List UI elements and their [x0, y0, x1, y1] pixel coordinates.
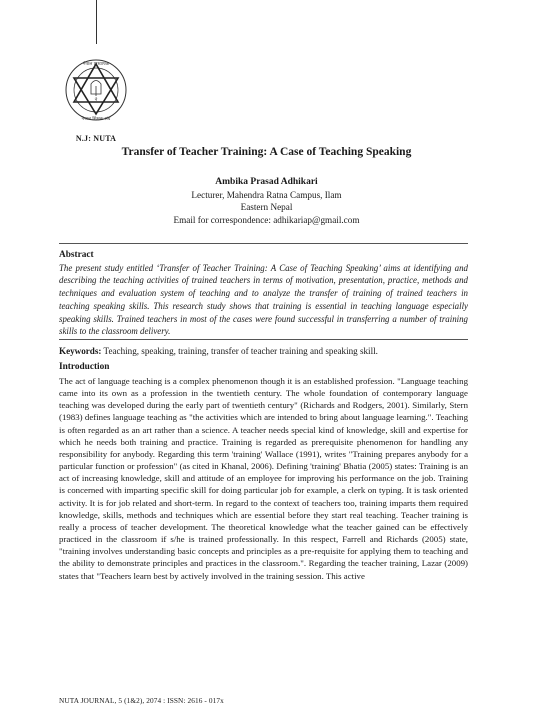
introduction-body [59, 375, 468, 582]
journal-abbreviation: N.J: NUTA [75, 134, 117, 143]
author-block [40, 176, 493, 226]
logo-center-text: ने [94, 98, 98, 103]
logo-hanging-line [96, 0, 97, 44]
abstract-body: The present study entitled ‘Transfer of Teacher Training: A Case of Teaching Speaking’ aims at identifying and describing the teaching activities of trained teachers in terms of motivation, presentation, practice, methods and techniques and evaluation system of teaching and to analyze the transfer of training of trained teachers in teaching speaking skills. This research study shows that training is essential in teaching language especially speaking skills. Trained teachers in most of the cases were found successful in transferring a number of training skills to the classroom delivery. [59, 262, 468, 337]
paper-title: Transfer of Teacher Training: A Case of Teaching Speaking [121, 146, 412, 158]
keywords-label: Keywords: [59, 346, 102, 356]
logo-ring-top-text: नेपाल प्राध्यापक [83, 62, 109, 67]
author-name: Ambika Prasad Adhikari [215, 177, 318, 187]
abstract-heading: Abstract [59, 250, 94, 260]
abstract-section [59, 249, 468, 338]
author-email[interactable]: Email for correspondence: adhikariap@gmail.com [173, 214, 360, 225]
abstract-bottom-rule [59, 339, 468, 340]
author-location: Eastern Nepal [240, 202, 293, 213]
logo-ring-bottom-text: नेपाल शिक्षक संघ [81, 117, 111, 122]
journal-footer: NUTA JOURNAL, 5 (1&2), 2074 : ISSN: 2616 - 017x [59, 696, 224, 705]
introduction-paragraph: The act of language teaching is a complex phenomenon though it is an established profession. "Language teaching came into its own as a profession in the twentieth century. The whole foundation of contemporary language teaching was developed during the early part of twentieth century" (Richards and Rodgers, 2001). Similarly, Stern (1983) defines language teaching as "the activities which are intended to bring about language learning.". Teaching is often regarded as an art rather than a science. A teacher needs special kind of knowledge, skill and expertise for which he needs both training and practice. Training is regarded as prerequisite phenomenon for handling any responsibility for anybody. Regarding this term 'training' Wallace (1991), writes "Training prepares anybody for a particular function or profession" (as cited in Khanal, 2006). Defining 'training' Bhatia (2005) states: Training is an act of increasing knowledge, skill and attitude of an employee for improving his performance on the job. Training is concerned with imparting specific skill for doing particular job for example, a clerk on typing. It is task oriented activity. It is for job related and short-term. In regard to the context of teachers too, training imparts them required knowledge, skills, methods and techniques which are essential before they start real teaching. Teacher training is really a process of teacher development. The theoretical knowledge what the teacher gained can be effectively practiced in the classroom if s/he is trained professionally. In this respect, Farrell and Richards (2005) state, "training involves understanding basic concepts and principles as a pre-requisite for applying them to teaching and the ability to demonstrate principles and practices in the classroom.". Regarding the teacher training, Lazar (2009) states that "Teachers learn best by actively involved in the training session. This active [59, 376, 468, 581]
nuta-emblem-icon [60, 44, 132, 134]
author-affiliation: Lecturer, Mahendra Ratna Campus, Ilam [191, 189, 342, 200]
keywords-text: Teaching, speaking, training, transfer of teacher training and speaking skill. [101, 346, 378, 356]
introduction-heading: Introduction [59, 362, 110, 372]
abstract-top-rule [59, 243, 468, 244]
keywords-line [59, 345, 468, 357]
